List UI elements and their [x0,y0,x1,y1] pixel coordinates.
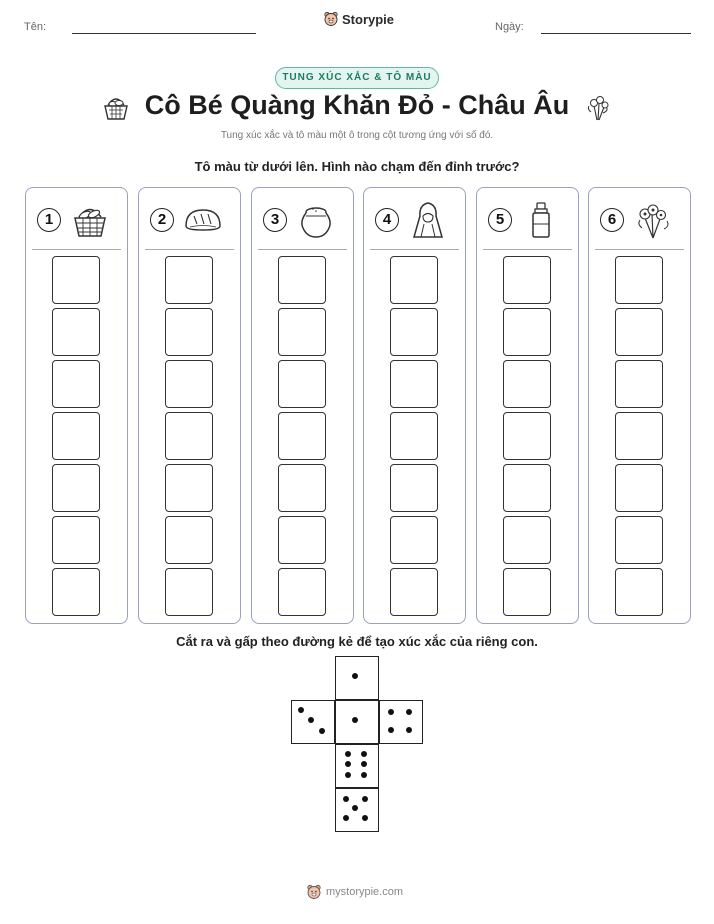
coloring-cell[interactable] [165,360,213,408]
coloring-cell[interactable] [615,412,663,460]
coloring-cell[interactable] [390,412,438,460]
column-divider [483,249,572,250]
coloring-cell[interactable] [52,568,100,616]
bear-mascot-icon [323,11,339,27]
pip [343,815,349,821]
pip [352,805,358,811]
subtitle: Tung xúc xắc và tô màu một ô trong cột tương ứng với số đó. [220,130,494,141]
coloring-cell[interactable] [165,412,213,460]
race-column-5 [476,187,579,624]
column-divider [370,249,459,250]
flowers-icon [633,200,673,240]
coloring-cell[interactable] [278,464,326,512]
die-face-one [335,700,379,744]
coloring-cell[interactable] [165,516,213,564]
coloring-cell[interactable] [390,308,438,356]
coloring-cell[interactable] [165,308,213,356]
column-header [477,188,578,250]
coloring-cell[interactable] [503,256,551,304]
pip [406,727,412,733]
pip [388,709,394,715]
red-hood-cape-icon [408,200,448,240]
instruction: Tô màu từ dưới lên. Hình nào chạm đến đỉnh trước? [194,159,520,174]
race-column-4 [363,187,466,624]
coloring-cell[interactable] [390,464,438,512]
column-header [26,188,127,250]
race-column-2 [138,187,241,624]
coloring-cell[interactable] [165,464,213,512]
potion-bottle-icon [521,200,561,240]
coloring-cell[interactable] [278,360,326,408]
column-divider [595,249,684,250]
pip [345,751,351,757]
column-header [364,188,465,250]
race-column-1 [25,187,128,624]
coloring-cell[interactable] [52,516,100,564]
coloring-cell[interactable] [503,412,551,460]
coloring-cell[interactable] [503,516,551,564]
footer [306,884,403,900]
coloring-cell[interactable] [278,412,326,460]
coloring-cell[interactable] [503,360,551,408]
column-divider [258,249,347,250]
coloring-cell[interactable] [52,308,100,356]
die-face-five [335,788,379,832]
column-number: 2 [150,208,174,232]
die-face-one [335,656,379,700]
honey-pot-icon [296,200,336,240]
coloring-cell[interactable] [615,464,663,512]
coloring-cell[interactable] [165,568,213,616]
coloring-cell[interactable] [615,568,663,616]
race-column-3 [251,187,354,624]
coloring-cell[interactable] [615,308,663,356]
name-line[interactable] [72,33,256,34]
coloring-cell[interactable] [503,568,551,616]
pip [362,796,368,802]
page-title: Cô Bé Quàng Khăn Đỏ - Châu Âu [144,90,570,120]
pip [352,717,358,723]
basket-icon [70,200,110,240]
pip [308,717,314,723]
bread-icon [183,200,223,240]
coloring-cell[interactable] [615,360,663,408]
coloring-cell[interactable] [278,516,326,564]
coloring-cell[interactable] [390,360,438,408]
pip [406,709,412,715]
pip [362,815,368,821]
coloring-cell[interactable] [390,256,438,304]
column-header [139,188,240,250]
flowers-icon [583,92,613,122]
coloring-cell[interactable] [503,464,551,512]
coloring-cell[interactable] [165,256,213,304]
footer-url[interactable]: mystorypie.com [326,886,404,898]
pip [388,727,394,733]
pip [343,796,349,802]
column-number: 3 [263,208,287,232]
pip [298,707,304,713]
storypie-logo [323,11,394,27]
column-number: 6 [600,208,624,232]
column-number: 4 [375,208,399,232]
die-face-six [335,744,379,788]
coloring-cell[interactable] [615,256,663,304]
bear-mascot-icon [306,884,322,900]
coloring-cell[interactable] [278,568,326,616]
column-number: 5 [488,208,512,232]
cut-instruction: Cắt ra và gấp theo đường kẻ để tạo xúc xắc của riêng con. [176,634,538,649]
date-line[interactable] [541,33,691,34]
coloring-cell[interactable] [52,464,100,512]
coloring-cell[interactable] [278,308,326,356]
pip [361,761,367,767]
pip [361,751,367,757]
pip [345,772,351,778]
pip [319,728,325,734]
date-label: Ngày: [495,21,524,33]
coloring-cell[interactable] [278,256,326,304]
pip [345,761,351,767]
column-divider [145,249,234,250]
column-header [252,188,353,250]
column-header [589,188,690,250]
die-face-four [379,700,423,744]
coloring-cell[interactable] [52,256,100,304]
activity-badge: TUNG XÚC XẮC & TÔ MÀU [275,67,439,89]
coloring-cell[interactable] [52,412,100,460]
die-face-three [291,700,335,744]
coloring-cell[interactable] [503,308,551,356]
coloring-cell[interactable] [390,568,438,616]
race-column-6 [588,187,691,624]
coloring-cell[interactable] [52,360,100,408]
brand-name: Storypie [342,11,395,27]
coloring-cell[interactable] [615,516,663,564]
name-label: Tên: [24,21,47,33]
coloring-cell[interactable] [390,516,438,564]
pip [361,772,367,778]
pip [352,673,358,679]
column-divider [32,249,121,250]
column-number: 1 [37,208,61,232]
